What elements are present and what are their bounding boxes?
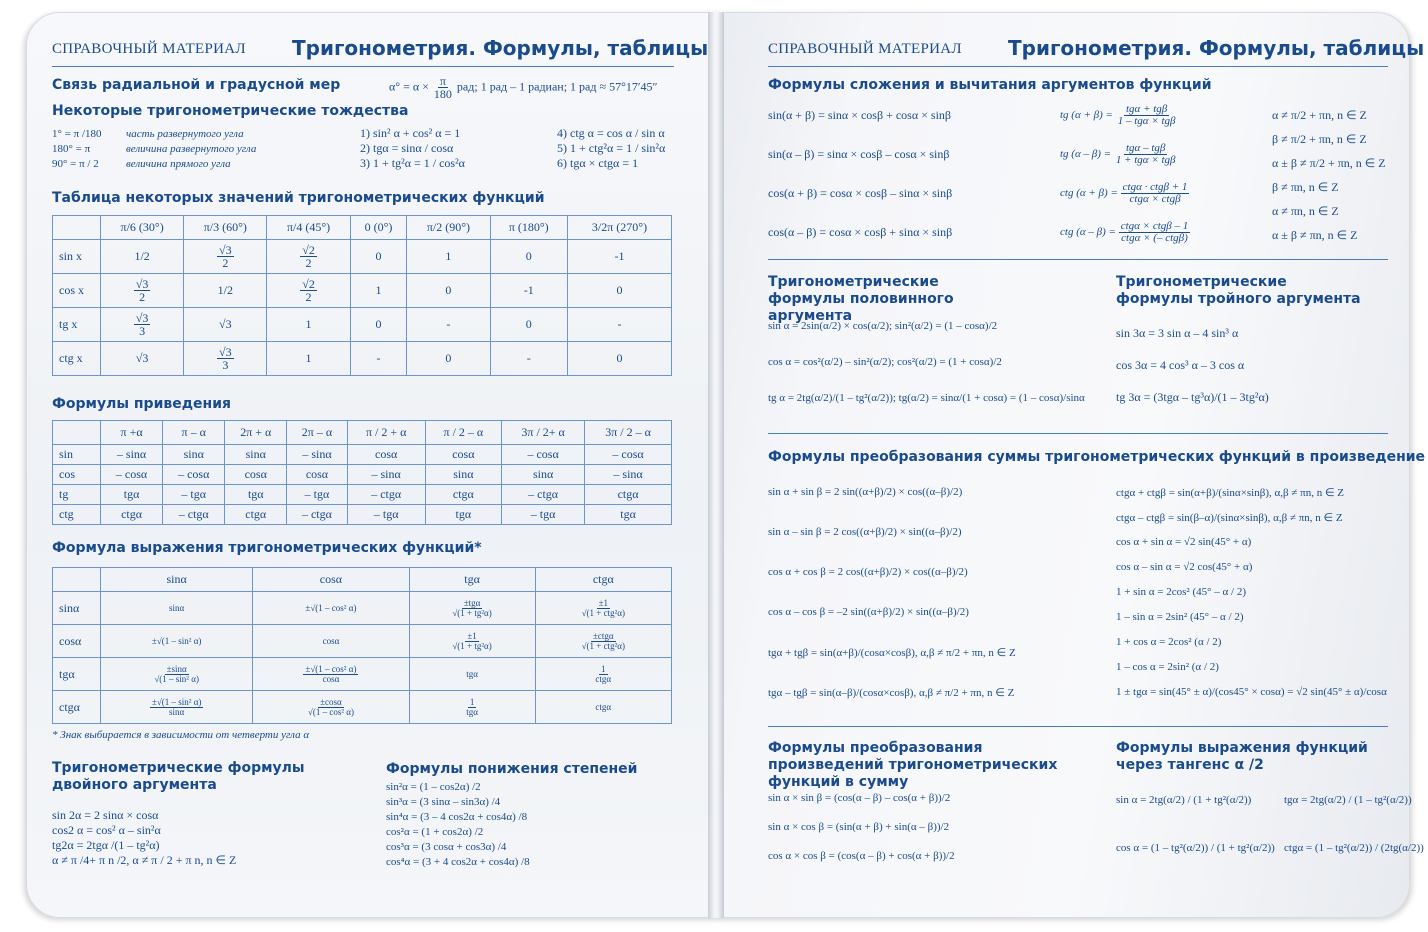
fraction xyxy=(134,278,151,303)
product-to-sum-title: Формулы преобразования произведений тригонометрических функций в сумму xyxy=(768,740,1058,790)
denominator: √(1 + ctg²α) xyxy=(581,640,625,651)
table-cell: – cosα xyxy=(502,445,585,465)
table-cell: 1 xyxy=(267,342,350,376)
table-cell: 0 xyxy=(567,274,671,308)
table-cell xyxy=(409,691,535,724)
denominator: 2 xyxy=(222,256,229,270)
header-rule-right xyxy=(768,66,1388,67)
table-cell: sinα xyxy=(502,465,585,485)
denominator: √(1 – cos² α) xyxy=(307,706,354,717)
numerator: ±√(1 – sin² α) xyxy=(151,696,202,707)
reduction-table xyxy=(52,420,672,525)
table-cell: - xyxy=(567,308,671,342)
addition-formula: sin(α – β) = sinα × cosβ – cosα × sinβ xyxy=(768,147,950,161)
triple-arg-formula: cos 3α = 4 cos³ α – 3 cos α xyxy=(1116,358,1245,372)
table-header-cell: π/2 (90°) xyxy=(407,216,490,240)
numerator: √3 xyxy=(219,345,232,359)
fraction xyxy=(1114,143,1178,166)
table-row-header: sinα xyxy=(53,592,101,625)
table-cell: √3 xyxy=(101,342,184,376)
numerator: √3 xyxy=(135,311,149,325)
sum-to-product-formula: tgα – tgβ = sin(α–β)/(cosα×cosβ), α,β ≠ π/2 + πn, n ∈ Z xyxy=(768,687,1015,699)
fraction xyxy=(593,665,613,684)
identity: 4) ctg α = cos α / sin α xyxy=(557,126,665,140)
half-arg-title: Тригонометрические формулы половинного аргумента xyxy=(768,274,954,324)
addition-condition: β ≠ πn, n ∈ Z xyxy=(1272,180,1339,194)
power-reduction-formula: cos³α = (3 cosα + cos3α) /4 xyxy=(386,841,507,853)
values-table xyxy=(52,215,672,376)
table-header-row xyxy=(53,216,672,240)
table-header-cell: π +α xyxy=(101,421,163,445)
table-cell: – tgα xyxy=(502,505,585,525)
table-corner-cell xyxy=(53,421,101,445)
table-row xyxy=(53,342,672,376)
table-cell xyxy=(101,308,184,342)
table-cell: - xyxy=(490,342,567,376)
tangent-addition-formula xyxy=(1060,221,1190,244)
numerator: ±cosα xyxy=(320,696,342,707)
sum-to-product-formula: cos α + sin α = √2 sin(45° + α) xyxy=(1116,536,1252,548)
table-cell: – sinα xyxy=(101,445,163,465)
table-cell: – tgα xyxy=(163,485,225,505)
table-row xyxy=(53,445,672,465)
left-page-title: Тригонометрия. Формулы, таблицы xyxy=(292,36,709,60)
table-cell: -1 xyxy=(567,240,671,274)
power-reduction-formula: sin⁴α = (3 – 4 cos2α + cos4α) /8 xyxy=(386,811,528,823)
table-header-cell: π/4 (45°) xyxy=(267,216,350,240)
table-cell xyxy=(184,342,267,376)
notebook-spine xyxy=(708,12,724,918)
table-cell: 0 xyxy=(407,342,490,376)
fraction xyxy=(1121,182,1190,205)
table-row-header: tg x xyxy=(53,308,101,342)
table-cell: tgα xyxy=(409,658,535,691)
sum-to-product-formula: 1 + sin α = 2cos² (45° – α / 2) xyxy=(1116,586,1247,598)
table-row-header: sin x xyxy=(53,240,101,274)
reduction-title: Формулы приведения xyxy=(52,396,232,412)
table-cell: – sinα xyxy=(585,465,672,485)
table-cell: 0 xyxy=(567,342,671,376)
table-cell: cosα xyxy=(225,465,287,485)
table-corner-cell xyxy=(53,216,101,240)
table-cell xyxy=(267,240,350,274)
table-header-cell: sinα xyxy=(101,568,253,592)
numerator: ±√(1 – cos² α) xyxy=(305,663,357,674)
table-row xyxy=(53,240,672,274)
denominator: √(1 – sin² α) xyxy=(154,673,199,684)
table-row xyxy=(53,308,672,342)
fraction xyxy=(450,632,493,651)
table-cell: – cosα xyxy=(163,465,225,485)
sum-to-product-title: Формулы преобразования суммы тригонометрических функций в произведение xyxy=(768,449,1426,465)
table-row-header: cos x xyxy=(53,274,101,308)
numerator: √3 xyxy=(135,277,149,291)
table-row-header: tgα xyxy=(53,658,101,691)
table-header-cell: π/3 (60°) xyxy=(184,216,267,240)
header-rule xyxy=(52,66,674,67)
table-cell: – cosα xyxy=(101,465,163,485)
table-cell: - xyxy=(350,342,407,376)
right-page-title: Тригонометрия. Формулы, таблицы xyxy=(1008,36,1425,60)
table-cell: 0 xyxy=(490,308,567,342)
table-cell: 0 xyxy=(350,240,407,274)
table-corner-cell xyxy=(53,568,101,592)
addition-formula: cos(α – β) = cosα × cosβ + sinα × sinβ xyxy=(768,225,953,239)
formula-lhs: tg (α + β) = xyxy=(1060,109,1116,122)
expression-title: Формула выражения тригонометрических функций* xyxy=(52,540,482,556)
sum-to-product-formula: cos α + cos β = 2 cos((α+β)/2) × cos((α–β)/2) xyxy=(768,566,968,578)
addition-condition: α ± β ≠ πn, n ∈ Z xyxy=(1272,228,1358,242)
denominator: tgα xyxy=(466,706,478,717)
table-row xyxy=(53,658,672,691)
triple-arg-formula: tg 3α = (3tgα – tg³α)/(1 – 3tg²α) xyxy=(1116,390,1269,404)
table-row xyxy=(53,625,672,658)
table-row-header: cosα xyxy=(53,625,101,658)
power-reduction-title: Формулы понижения степеней xyxy=(386,761,638,777)
addition-condition: α ≠ πn, n ∈ Z xyxy=(1272,204,1339,218)
table-header-cell: ctgα xyxy=(535,568,671,592)
table-cell xyxy=(253,691,409,724)
addition-title: Формулы сложения и вычитания аргументов функций xyxy=(768,77,1212,93)
half-tangent-formula: ctgα = (1 – tg²(α/2)) / (2tg(α/2)) xyxy=(1284,842,1424,854)
fraction xyxy=(580,632,627,651)
triple-arg-formula: sin 3α = 3 sin α – 4 sin³ α xyxy=(1116,326,1239,340)
table-cell xyxy=(535,625,671,658)
denominator: ctgα xyxy=(595,673,612,684)
table-row-header: ctg x xyxy=(53,342,101,376)
table-cell: ±√(1 – sin² α) xyxy=(101,625,253,658)
fraction xyxy=(152,665,201,684)
numerator: 1 xyxy=(469,696,475,707)
table-row-header: tg xyxy=(53,485,101,505)
table-cell xyxy=(409,592,535,625)
numerator: ±sinα xyxy=(166,663,187,674)
identity: 6) tgα × ctgα = 1 xyxy=(557,156,639,170)
formula-lhs: ctg (α + β) = xyxy=(1060,187,1121,200)
denominator: √(1 + tg²α) xyxy=(452,640,492,651)
table-cell: -1 xyxy=(490,274,567,308)
table-row-header: ctgα xyxy=(53,691,101,724)
table-row xyxy=(53,592,672,625)
tangent-addition-formula xyxy=(1060,143,1178,166)
table-cell: sinα xyxy=(101,592,253,625)
table-header-cell: 3π / 2 – α xyxy=(585,421,672,445)
table-header-cell: 3/2π (270°) xyxy=(567,216,671,240)
sum-to-product-formula: ctgα + ctgβ = sin(α+β)/(sinα×sinβ), α,β ≠ πn, n ∈ Z xyxy=(1116,487,1344,499)
denominator: ctgα × (– ctgβ) xyxy=(1121,232,1188,244)
radian-title: Связь радиальной и градусной мер xyxy=(52,77,341,93)
half-tangent-formula: cos α = (1 – tg²(α/2)) / (1 + tg²(α/2)) xyxy=(1116,842,1275,854)
fraction xyxy=(150,698,204,717)
table-row-header: cos xyxy=(53,465,101,485)
table-header-cell: π / 2 + α xyxy=(347,421,425,445)
table-cell: tgα xyxy=(225,485,287,505)
fraction xyxy=(580,599,627,618)
table-cell: cosα xyxy=(425,445,502,465)
section-rule-3 xyxy=(768,726,1388,727)
numerator: tgα + tgβ xyxy=(1125,103,1168,115)
table-cell: sinα xyxy=(225,445,287,465)
table-cell xyxy=(535,658,671,691)
sum-to-product-formula: 1 – sin α = 2sin² (45° – α / 2) xyxy=(1116,611,1244,623)
sum-to-product-formula: cos α – cos β = –2 sin((α+β)/2) × sin((α–β)/2) xyxy=(768,606,969,618)
table-header-row xyxy=(53,421,672,445)
expression-table xyxy=(52,567,672,724)
table-cell xyxy=(409,625,535,658)
degree-description: величина развернутого угла xyxy=(126,143,257,155)
table-header-cell: 2π – α xyxy=(287,421,348,445)
fraction xyxy=(1116,104,1178,127)
table-cell: √3 xyxy=(184,308,267,342)
table-row xyxy=(53,485,672,505)
sum-to-product-formula: 1 + cos α = 2cos² (α / 2) xyxy=(1116,636,1222,648)
denominator: √(1 + tg²α) xyxy=(452,607,492,618)
numerator: √2 xyxy=(302,277,315,291)
identity: 5) 1 + ctg²α = 1 / sin²α xyxy=(557,141,666,155)
table-cell xyxy=(101,658,253,691)
table-cell: 1 xyxy=(267,308,350,342)
table-cell: 0 xyxy=(407,274,490,308)
table-cell: – tgα xyxy=(287,485,348,505)
table-row xyxy=(53,691,672,724)
sum-to-product-formula: 1 – cos α = 2sin² (α / 2) xyxy=(1116,661,1219,673)
table-header-cell: 2π + α xyxy=(225,421,287,445)
addition-formula: sin(α + β) = sinα × cosβ + cosα × sinβ xyxy=(768,108,952,122)
table-row xyxy=(53,274,672,308)
numerator: ±ctgα xyxy=(592,630,614,641)
formula-lhs: ctg (α – β) = xyxy=(1060,226,1119,239)
table-cell: 1/2 xyxy=(101,240,184,274)
table-header-cell: π – α xyxy=(163,421,225,445)
sum-to-product-formula: 1 ± tgα = sin(45° ± α)/(cos45° × cosα) = √2 sin(45° ± α)/cosα xyxy=(1116,686,1387,698)
table-cell: – ctgα xyxy=(163,505,225,525)
values-table-title: Таблица некоторых значений тригонометрических функций xyxy=(52,190,545,206)
numerator: ±1 xyxy=(467,630,477,641)
table-cell: tgα xyxy=(101,485,163,505)
tangent-addition-formula xyxy=(1060,104,1178,127)
fraction xyxy=(217,346,234,371)
right-page xyxy=(768,12,1426,918)
fraction xyxy=(303,665,358,684)
double-arg-formula: cos2 α = cos² α – sin²α xyxy=(52,823,161,837)
table-cell: – ctgα xyxy=(347,485,425,505)
fraction xyxy=(134,312,151,337)
table-cell: cosα xyxy=(253,625,409,658)
table-row xyxy=(53,465,672,485)
denominator: 1 + tgα × tgβ xyxy=(1115,154,1176,166)
section-rule-1 xyxy=(768,259,1388,260)
right-header-label: СПРАВОЧНЫЙ МАТЕРИАЛ xyxy=(768,41,962,57)
double-arg-formula: tg2α = 2tgα /(1 – tg²α) xyxy=(52,838,160,852)
half-tangent-formula: tgα = 2tg(α/2) / (1 – tg²(α/2)) xyxy=(1284,794,1412,806)
numerator: tgα – tgβ xyxy=(1125,142,1166,154)
fraction xyxy=(300,278,317,303)
half-arg-formula: cos α = cos²(α/2) – sin²(α/2); cos²(α/2) = (1 + cosα)/2 xyxy=(768,356,1002,368)
double-arg-title: Тригонометрические формулы двойного аргумента xyxy=(52,760,305,793)
denominator: 2 xyxy=(305,290,312,304)
fraction xyxy=(300,244,317,269)
table-cell: ±√(1 – cos² α) xyxy=(253,592,409,625)
table-cell: sinα xyxy=(425,465,502,485)
denominator: √(1 + ctg²α) xyxy=(581,607,625,618)
table-cell: ctgα xyxy=(535,691,671,724)
denominator: ctgα × ctgβ xyxy=(1129,193,1181,205)
table-header-cell: π / 2 – α xyxy=(425,421,502,445)
sum-to-product-formula: tgα + tgβ = sin(α+β)/(cosα×cosβ), α,β ≠ π/2 + πn, n ∈ Z xyxy=(768,647,1016,659)
table-row-header: sin xyxy=(53,445,101,465)
power-reduction-formula: cos⁴α = (3 + 4 cos2α + cos4α) /8 xyxy=(386,856,530,868)
table-cell: 1 xyxy=(350,274,407,308)
power-reduction-formula: cos²α = (1 + cos2α) /2 xyxy=(386,826,484,838)
numerator: ±tgα xyxy=(463,597,481,608)
addition-formula: cos(α + β) = cosα × cosβ – sinα × sinβ xyxy=(768,186,953,200)
denominator: 1 – tgα × tgβ xyxy=(1117,115,1176,127)
table-row-header: ctg xyxy=(53,505,101,525)
table-header-cell: cosα xyxy=(253,568,409,592)
table-header-cell: tgα xyxy=(409,568,535,592)
denominator: 3 xyxy=(139,324,146,338)
degree-formula: 180° = π xyxy=(52,143,91,155)
degree-description: величина прямого угла xyxy=(126,158,231,170)
denominator: 2 xyxy=(139,290,146,304)
double-arg-formula: sin 2α = 2 sinα × cosα xyxy=(52,808,159,822)
addition-condition: α ± β ≠ π/2 + πn, n ∈ Z xyxy=(1272,156,1386,170)
table-cell xyxy=(101,691,253,724)
table-cell xyxy=(253,658,409,691)
table-cell xyxy=(101,274,184,308)
power-reduction-formula: sin²α = (1 – cos2α) /2 xyxy=(386,781,481,793)
fraction xyxy=(450,599,493,618)
identity: 1) sin² α + cos² α = 1 xyxy=(360,126,461,140)
table-header-row xyxy=(53,568,672,592)
table-cell: - xyxy=(407,308,490,342)
table-cell: cosα xyxy=(347,445,425,465)
product-to-sum-formula: cos α × cos β = (cos(α – β) + cos(α + β))/2 xyxy=(768,850,955,862)
table-header-cell: 3π / 2+ α xyxy=(502,421,585,445)
sum-to-product-formula: cos α – sin α = √2 cos(45° + α) xyxy=(1116,561,1253,573)
table-cell: 1 xyxy=(407,240,490,274)
double-arg-formula: α ≠ π /4+ π n /2, α ≠ π / 2 + π n, n ∈ Z xyxy=(52,853,237,867)
denominator: 3 xyxy=(222,358,229,372)
numerator: ctgα · ctgβ + 1 xyxy=(1122,181,1188,193)
fraction xyxy=(306,698,356,717)
power-reduction-formula: sin³α = (3 sinα – sin3α) /4 xyxy=(386,796,501,808)
denominator: cosα xyxy=(322,673,340,684)
addition-condition: β ≠ π/2 + πn, n ∈ Z xyxy=(1272,132,1367,146)
table-cell xyxy=(267,274,350,308)
tangent-addition-formula xyxy=(1060,182,1189,205)
half-arg-formula: tg α = 2tg(α/2)/(1 – tg²(α/2)); tg(α/2) = sinα/(1 + cosα) = (1 – cosα)/sinα xyxy=(768,392,1085,404)
table-row xyxy=(53,505,672,525)
half-tangent-formula: sin α = 2tg(α/2) / (1 + tg²(α/2)) xyxy=(1116,794,1252,806)
degree-formula: 1° = π /180 xyxy=(52,128,102,140)
radian-formula: α° = α × $\frac{\pi}{180}$ рад; 1 рад – 1 радиан; 1 рад ≈ 57°17′45″ xyxy=(389,74,658,101)
table-cell: ctgα xyxy=(101,505,163,525)
table-cell: 0 xyxy=(490,240,567,274)
numerator: ±1 xyxy=(598,597,609,608)
table-cell: 1/2 xyxy=(184,274,267,308)
denominator: 2 xyxy=(305,256,312,270)
expression-note: * Знак выбирается в зависимости от четверти угла α xyxy=(52,729,310,741)
numerator: √3 xyxy=(219,243,232,257)
fraction xyxy=(464,698,480,717)
fraction xyxy=(1119,221,1191,244)
sum-to-product-formula: sin α + sin β = 2 sin((α+β)/2) × cos((α–β)/2) xyxy=(768,486,963,498)
product-to-sum-formula: sin α × sin β = (cos(α – β) – cos(α + β))/2 xyxy=(768,792,951,804)
triple-arg-title: Тригонометрические формулы тройного аргумента xyxy=(1116,274,1361,307)
half-arg-formula: sin α = 2sin(α/2) × cos(α/2); sin²(α/2) = (1 – cosα)/2 xyxy=(768,320,998,332)
degree-formula: 90° = π / 2 xyxy=(52,158,99,170)
table-cell xyxy=(535,592,671,625)
numerator: ctgα × ctgβ – 1 xyxy=(1120,220,1189,232)
table-cell: – sinα xyxy=(347,465,425,485)
numerator: 1 xyxy=(601,663,606,674)
table-cell: ctgα xyxy=(425,485,502,505)
table-cell: tgα xyxy=(425,505,502,525)
table-cell: tgα xyxy=(585,505,672,525)
table-cell: – cosα xyxy=(585,445,672,465)
identities-title: Некоторые тригонометрические тождества xyxy=(52,103,409,119)
addition-condition: α ≠ π/2 + πn, n ∈ Z xyxy=(1272,108,1367,122)
table-cell: cosα xyxy=(287,465,348,485)
identity: 2) tgα = sinα / cosα xyxy=(360,141,454,155)
table-cell: sinα xyxy=(163,445,225,465)
left-header-label: СПРАВОЧНЫЙ МАТЕРИАЛ xyxy=(52,41,246,57)
table-cell: – sinα xyxy=(287,445,348,465)
table-header-cell: 0 (0°) xyxy=(350,216,407,240)
sum-to-product-formula: ctgα – ctgβ = sin(β–α)/(sinα×sinβ), α,β ≠ πn, n ∈ Z xyxy=(1116,512,1343,524)
table-cell: – tgα xyxy=(347,505,425,525)
table-cell: – ctgα xyxy=(287,505,348,525)
table-cell: ctgα xyxy=(225,505,287,525)
table-cell: ctgα xyxy=(585,485,672,505)
table-header-cell: π (180°) xyxy=(490,216,567,240)
formula-lhs: tg (α – β) = xyxy=(1060,148,1114,161)
sum-to-product-formula: sin α – sin β = 2 cos((α+β)/2) × sin((α–β)/2) xyxy=(768,526,962,538)
section-rule-2 xyxy=(768,433,1388,434)
identity: 3) 1 + tg²α = 1 / cos²α xyxy=(360,156,465,170)
denominator: sinα xyxy=(169,706,185,717)
table-header-cell: π/6 (30°) xyxy=(101,216,184,240)
table-cell: 0 xyxy=(350,308,407,342)
left-page xyxy=(52,12,709,918)
degree-description: часть развернутого угла xyxy=(126,128,244,140)
product-to-sum-formula: sin α × cos β = (sin(α + β) + sin(α – β))/2 xyxy=(768,821,950,833)
fraction xyxy=(217,244,234,269)
numerator: √2 xyxy=(302,243,315,257)
table-cell xyxy=(184,240,267,274)
table-cell: – ctgα xyxy=(502,485,585,505)
half-tangent-title: Формулы выражения функций через тангенс α /2 xyxy=(1116,740,1368,773)
